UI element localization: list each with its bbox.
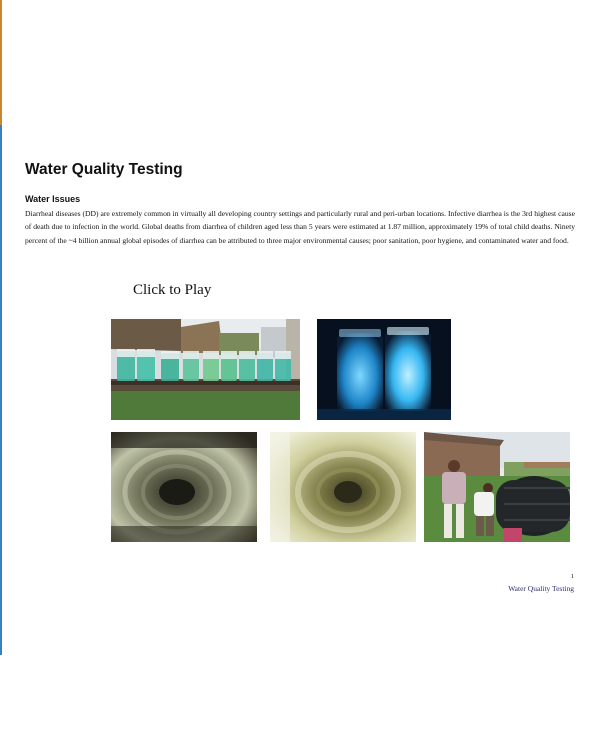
body-paragraph: Diarrheal diseases (DD) are extremely common in virtually all developing country settings and particularly rural and peri-urban locations. Infective diarrhea is the 3rd highest cause of death due to infection in the world. Global deaths from diarrhea of children aged less than 5 years were estimated at 1.87 million, approximately 19% of total child deaths. Ninety percent of the ~4 billion annual global episodes of diarrhea can be attributed to three major environmental causes; poor sanitation, poor hygiene, and contaminated water and food.	[25, 209, 575, 245]
page-number: 1	[570, 573, 574, 580]
glowing-jars-image	[317, 319, 451, 420]
well-shaft-light-image	[270, 432, 416, 542]
water-tank-workers-photo[interactable]	[424, 432, 570, 542]
page-edge-accent-top	[0, 0, 2, 125]
well-shaft-dark-image	[111, 432, 257, 542]
sample-bottles-photo[interactable]	[111, 319, 300, 420]
click-to-play-link[interactable]: Click to Play	[133, 282, 212, 298]
sample-bottles-image	[111, 319, 300, 420]
footer-title: Water Quality Testing	[508, 584, 574, 593]
water-tank-workers-image	[424, 432, 570, 542]
glowing-jars-photo[interactable]	[317, 319, 451, 420]
page-title: Water Quality Testing	[25, 161, 183, 178]
well-shaft-photo-light[interactable]	[270, 432, 416, 542]
well-shaft-photo-dark[interactable]	[111, 432, 257, 542]
page-edge-accent-middle	[0, 125, 2, 655]
section-heading: Water Issues	[25, 194, 81, 204]
